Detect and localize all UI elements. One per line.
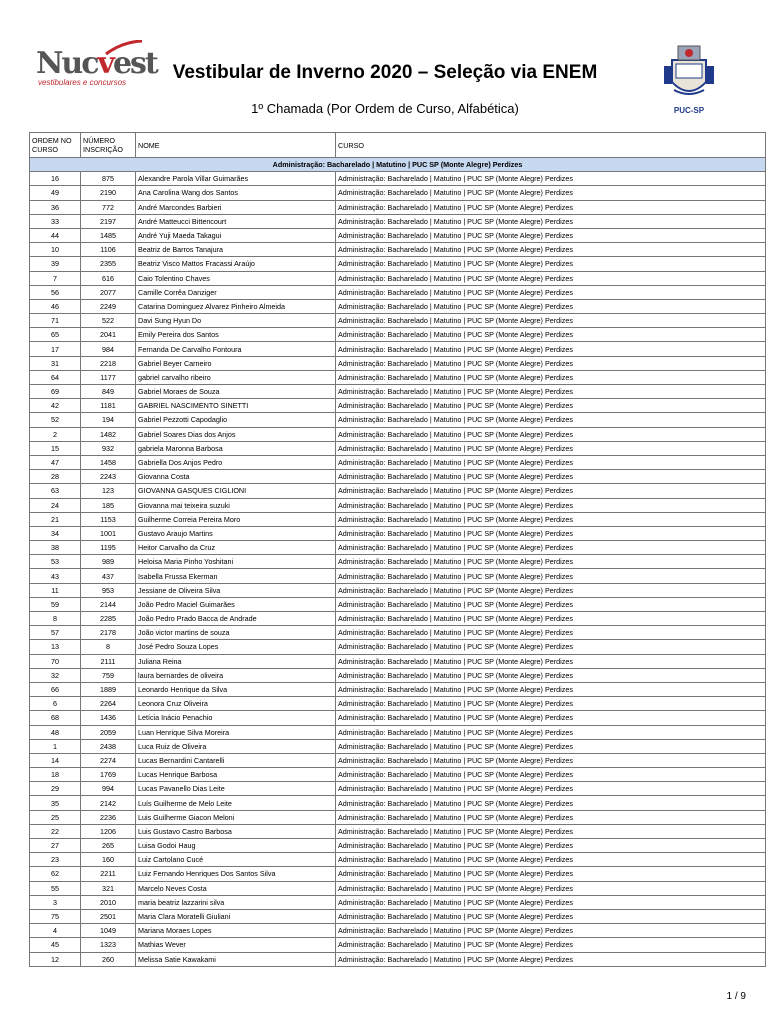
cell-curso: Administração: Bacharelado | Matutino | PUC SP (Monte Alegre) Perdizes xyxy=(336,895,766,909)
cell-nome: Luiz Fernando Henriques Dos Santos Silva xyxy=(136,867,336,881)
cell-nome: Beatriz de Barros Tanajura xyxy=(136,243,336,257)
cell-curso: Administração: Bacharelado | Matutino | PUC SP (Monte Alegre) Perdizes xyxy=(336,413,766,427)
table-row xyxy=(30,682,766,696)
table-row xyxy=(30,824,766,838)
cell-curso: Administração: Bacharelado | Matutino | PUC SP (Monte Alegre) Perdizes xyxy=(336,455,766,469)
cell-numero: 522 xyxy=(81,314,136,328)
table-row xyxy=(30,356,766,370)
cell-ordem: 62 xyxy=(30,867,81,881)
cell-curso: Administração: Bacharelado | Matutino | PUC SP (Monte Alegre) Perdizes xyxy=(336,839,766,853)
cell-curso: Administração: Bacharelado | Matutino | PUC SP (Monte Alegre) Perdizes xyxy=(336,640,766,654)
cell-nome: Gustavo Araujo Martins xyxy=(136,526,336,540)
cell-ordem: 7 xyxy=(30,271,81,285)
cell-curso: Administração: Bacharelado | Matutino | PUC SP (Monte Alegre) Perdizes xyxy=(336,285,766,299)
table-row xyxy=(30,342,766,356)
cell-curso: Administração: Bacharelado | Matutino | PUC SP (Monte Alegre) Perdizes xyxy=(336,867,766,881)
cell-ordem: 69 xyxy=(30,385,81,399)
table-row xyxy=(30,697,766,711)
cell-curso: Administração: Bacharelado | Matutino | PUC SP (Monte Alegre) Perdizes xyxy=(336,938,766,952)
cell-nome: Giovanna Costa xyxy=(136,470,336,484)
cell-ordem: 57 xyxy=(30,626,81,640)
cell-ordem: 31 xyxy=(30,356,81,370)
cell-curso: Administração: Bacharelado | Matutino | PUC SP (Monte Alegre) Perdizes xyxy=(336,824,766,838)
cell-nome: Mariana Moraes Lopes xyxy=(136,924,336,938)
cell-ordem: 42 xyxy=(30,399,81,413)
cell-curso: Administração: Bacharelado | Matutino | PUC SP (Monte Alegre) Perdizes xyxy=(336,356,766,370)
cell-nome: Davi Sung Hyun Do xyxy=(136,314,336,328)
cell-numero: 2285 xyxy=(81,612,136,626)
cell-ordem: 4 xyxy=(30,924,81,938)
cell-numero: 2197 xyxy=(81,214,136,228)
cell-numero: 1206 xyxy=(81,824,136,838)
cell-nome: Ana Carolina Wang dos Santos xyxy=(136,186,336,200)
cell-numero: 437 xyxy=(81,569,136,583)
cell-numero: 1323 xyxy=(81,938,136,952)
cell-curso: Administração: Bacharelado | Matutino | PUC SP (Monte Alegre) Perdizes xyxy=(336,186,766,200)
cell-nome: Luis Gustavo Castro Barbosa xyxy=(136,824,336,838)
cell-curso: Administração: Bacharelado | Matutino | PUC SP (Monte Alegre) Perdizes xyxy=(336,526,766,540)
cell-ordem: 8 xyxy=(30,612,81,626)
cell-ordem: 27 xyxy=(30,839,81,853)
table-row xyxy=(30,328,766,342)
seal-label: PUC-SP xyxy=(673,106,705,115)
cell-numero: 2218 xyxy=(81,356,136,370)
cell-ordem: 6 xyxy=(30,697,81,711)
cell-nome: maria beatriz lazzarini silva xyxy=(136,895,336,909)
table-row xyxy=(30,952,766,966)
cell-curso: Administração: Bacharelado | Matutino | PUC SP (Monte Alegre) Perdizes xyxy=(336,612,766,626)
cell-ordem: 13 xyxy=(30,640,81,654)
table-row xyxy=(30,555,766,569)
table-row xyxy=(30,172,766,186)
cell-nome: Beatriz Visco Mattos Fracassi Araújo xyxy=(136,257,336,271)
cell-curso: Administração: Bacharelado | Matutino | PUC SP (Monte Alegre) Perdizes xyxy=(336,484,766,498)
cell-curso: Administração: Bacharelado | Matutino | PUC SP (Monte Alegre) Perdizes xyxy=(336,682,766,696)
cell-numero: 2144 xyxy=(81,597,136,611)
puc-sp-seal-icon xyxy=(660,40,718,104)
table-row xyxy=(30,924,766,938)
cell-curso: Administração: Bacharelado | Matutino | PUC SP (Monte Alegre) Perdizes xyxy=(336,314,766,328)
cell-ordem: 18 xyxy=(30,768,81,782)
cell-ordem: 64 xyxy=(30,370,81,384)
cell-curso: Administração: Bacharelado | Matutino | PUC SP (Monte Alegre) Perdizes xyxy=(336,299,766,313)
table-row xyxy=(30,243,766,257)
cell-curso: Administração: Bacharelado | Matutino | PUC SP (Monte Alegre) Perdizes xyxy=(336,172,766,186)
table-row xyxy=(30,626,766,640)
cell-curso: Administração: Bacharelado | Matutino | PUC SP (Monte Alegre) Perdizes xyxy=(336,214,766,228)
cell-numero: 875 xyxy=(81,172,136,186)
cell-nome: André Marcondes Barbieri xyxy=(136,200,336,214)
cell-nome: Luís Guilherme de Melo Leite xyxy=(136,796,336,810)
cell-curso: Administração: Bacharelado | Matutino | PUC SP (Monte Alegre) Perdizes xyxy=(336,512,766,526)
table-row xyxy=(30,385,766,399)
cell-numero: 994 xyxy=(81,782,136,796)
header-nome: NOME xyxy=(136,133,336,158)
cell-ordem: 71 xyxy=(30,314,81,328)
cell-numero: 1001 xyxy=(81,526,136,540)
table-row xyxy=(30,271,766,285)
cell-numero: 2142 xyxy=(81,796,136,810)
cell-ordem: 65 xyxy=(30,328,81,342)
cell-ordem: 45 xyxy=(30,938,81,952)
cell-nome: Gabriel Soares Dias dos Anjos xyxy=(136,427,336,441)
cell-nome: Gabriella Dos Anjos Pedro xyxy=(136,455,336,469)
cell-numero: 2249 xyxy=(81,299,136,313)
table-row xyxy=(30,909,766,923)
cell-ordem: 53 xyxy=(30,555,81,569)
cell-curso: Administração: Bacharelado | Matutino | PUC SP (Monte Alegre) Perdizes xyxy=(336,257,766,271)
cell-nome: Lucas Henrique Barbosa xyxy=(136,768,336,782)
cell-ordem: 17 xyxy=(30,342,81,356)
cell-nome: GABRIEL NASCIMENTO SINETTI xyxy=(136,399,336,413)
cell-nome: gabriela Maronna Barbosa xyxy=(136,441,336,455)
course-group-row xyxy=(30,158,766,172)
table-row xyxy=(30,782,766,796)
document-header xyxy=(0,0,768,130)
table-row xyxy=(30,583,766,597)
table-row xyxy=(30,441,766,455)
logo-tagline: vestibulares e concursos xyxy=(38,78,127,87)
table-row xyxy=(30,526,766,540)
cell-curso: Administração: Bacharelado | Matutino | PUC SP (Monte Alegre) Perdizes xyxy=(336,626,766,640)
logo-accent-letter: v xyxy=(97,46,113,81)
cell-curso: Administração: Bacharelado | Matutino | PUC SP (Monte Alegre) Perdizes xyxy=(336,385,766,399)
cell-numero: 2274 xyxy=(81,753,136,767)
cell-nome: Juliana Reina xyxy=(136,654,336,668)
cell-ordem: 48 xyxy=(30,725,81,739)
table-row xyxy=(30,186,766,200)
cell-numero: 1195 xyxy=(81,541,136,555)
cell-numero: 2190 xyxy=(81,186,136,200)
cell-nome: João Pedro Prado Bacca de Andrade xyxy=(136,612,336,626)
results-table xyxy=(29,132,766,967)
cell-curso: Administração: Bacharelado | Matutino | PUC SP (Monte Alegre) Perdizes xyxy=(336,470,766,484)
cell-numero: 194 xyxy=(81,413,136,427)
cell-ordem: 1 xyxy=(30,739,81,753)
cell-numero: 1482 xyxy=(81,427,136,441)
cell-nome: Camille Corrêa Danziger xyxy=(136,285,336,299)
cell-nome: Mathias Wever xyxy=(136,938,336,952)
cell-curso: Administração: Bacharelado | Matutino | PUC SP (Monte Alegre) Perdizes xyxy=(336,753,766,767)
cell-numero: 1769 xyxy=(81,768,136,782)
cell-ordem: 47 xyxy=(30,455,81,469)
cell-numero: 984 xyxy=(81,342,136,356)
cell-nome: Lucas Bernardini Cantarelli xyxy=(136,753,336,767)
table-row xyxy=(30,541,766,555)
cell-ordem: 16 xyxy=(30,172,81,186)
cell-ordem: 75 xyxy=(30,909,81,923)
cell-nome: gabriel carvalho ribeiro xyxy=(136,370,336,384)
cell-numero: 123 xyxy=(81,484,136,498)
cell-nome: Alexandre Parola Villar Guimarães xyxy=(136,172,336,186)
cell-ordem: 35 xyxy=(30,796,81,810)
cell-numero: 2041 xyxy=(81,328,136,342)
header-ordem: ORDEM NO CURSO xyxy=(30,133,81,158)
cell-numero: 2438 xyxy=(81,739,136,753)
cell-curso: Administração: Bacharelado | Matutino | PUC SP (Monte Alegre) Perdizes xyxy=(336,725,766,739)
cell-ordem: 21 xyxy=(30,512,81,526)
cell-ordem: 11 xyxy=(30,583,81,597)
cell-numero: 321 xyxy=(81,881,136,895)
cell-ordem: 34 xyxy=(30,526,81,540)
cell-nome: José Pedro Souza Lopes xyxy=(136,640,336,654)
cell-numero: 1177 xyxy=(81,370,136,384)
cell-curso: Administração: Bacharelado | Matutino | PUC SP (Monte Alegre) Perdizes xyxy=(336,342,766,356)
cell-numero: 616 xyxy=(81,271,136,285)
cell-numero: 1153 xyxy=(81,512,136,526)
cell-curso: Administração: Bacharelado | Matutino | PUC SP (Monte Alegre) Perdizes xyxy=(336,243,766,257)
table-row xyxy=(30,597,766,611)
table-header-row xyxy=(30,133,766,158)
cell-ordem: 36 xyxy=(30,200,81,214)
cell-ordem: 22 xyxy=(30,824,81,838)
cell-curso: Administração: Bacharelado | Matutino | PUC SP (Monte Alegre) Perdizes xyxy=(336,370,766,384)
cell-ordem: 25 xyxy=(30,810,81,824)
table-row xyxy=(30,853,766,867)
cell-numero: 185 xyxy=(81,498,136,512)
cell-nome: Leonardo Henrique da Silva xyxy=(136,682,336,696)
cell-nome: Heitor Carvalho da Cruz xyxy=(136,541,336,555)
cell-ordem: 44 xyxy=(30,228,81,242)
cell-numero: 989 xyxy=(81,555,136,569)
table-row xyxy=(30,881,766,895)
cell-curso: Administração: Bacharelado | Matutino | PUC SP (Monte Alegre) Perdizes xyxy=(336,427,766,441)
table-row xyxy=(30,612,766,626)
cell-ordem: 12 xyxy=(30,952,81,966)
table-row xyxy=(30,470,766,484)
table-row xyxy=(30,895,766,909)
cell-nome: Heloisa Maria Pinho Yoshitani xyxy=(136,555,336,569)
cell-nome: Maria Clara Moratelli Giuliani xyxy=(136,909,336,923)
cell-ordem: 24 xyxy=(30,498,81,512)
cell-numero: 2077 xyxy=(81,285,136,299)
cell-nome: Marcelo Neves Costa xyxy=(136,881,336,895)
cell-curso: Administração: Bacharelado | Matutino | PUC SP (Monte Alegre) Perdizes xyxy=(336,924,766,938)
cell-nome: Giovanna mai teixeira suzuki xyxy=(136,498,336,512)
table-row xyxy=(30,484,766,498)
cell-nome: Luis Guilherme Giacon Meloni xyxy=(136,810,336,824)
cell-nome: Fernanda De Carvalho Fontoura xyxy=(136,342,336,356)
cell-numero: 2236 xyxy=(81,810,136,824)
cell-ordem: 46 xyxy=(30,299,81,313)
cell-ordem: 56 xyxy=(30,285,81,299)
cell-ordem: 2 xyxy=(30,427,81,441)
cell-numero: 2178 xyxy=(81,626,136,640)
table-row xyxy=(30,512,766,526)
cell-nome: Luiz Cartolano Cucé xyxy=(136,853,336,867)
header-numero: NÚMERO INSCRIÇÃO xyxy=(81,133,136,158)
cell-nome: Luca Ruiz de Oliveira xyxy=(136,739,336,753)
cell-ordem: 55 xyxy=(30,881,81,895)
cell-curso: Administração: Bacharelado | Matutino | PUC SP (Monte Alegre) Perdizes xyxy=(336,583,766,597)
cell-curso: Administração: Bacharelado | Matutino | PUC SP (Monte Alegre) Perdizes xyxy=(336,668,766,682)
cell-curso: Administração: Bacharelado | Matutino | PUC SP (Monte Alegre) Perdizes xyxy=(336,498,766,512)
table-row xyxy=(30,399,766,413)
cell-curso: Administração: Bacharelado | Matutino | PUC SP (Monte Alegre) Perdizes xyxy=(336,768,766,782)
cell-numero: 2111 xyxy=(81,654,136,668)
cell-nome: Catarina Dominguez Alvarez Pinheiro Almeida xyxy=(136,299,336,313)
cell-curso: Administração: Bacharelado | Matutino | PUC SP (Monte Alegre) Perdizes xyxy=(336,881,766,895)
table-row xyxy=(30,257,766,271)
cell-curso: Administração: Bacharelado | Matutino | PUC SP (Monte Alegre) Perdizes xyxy=(336,853,766,867)
cell-nome: Letícia Inácio Penachio xyxy=(136,711,336,725)
cell-numero: 1458 xyxy=(81,455,136,469)
cell-ordem: 28 xyxy=(30,470,81,484)
cell-ordem: 43 xyxy=(30,569,81,583)
table-row xyxy=(30,938,766,952)
cell-curso: Administração: Bacharelado | Matutino | PUC SP (Monte Alegre) Perdizes xyxy=(336,328,766,342)
table-row xyxy=(30,314,766,328)
cell-curso: Administração: Bacharelado | Matutino | PUC SP (Monte Alegre) Perdizes xyxy=(336,796,766,810)
cell-nome: laura bernardes de oliveira xyxy=(136,668,336,682)
cell-ordem: 59 xyxy=(30,597,81,611)
cell-numero: 2501 xyxy=(81,909,136,923)
cell-nome: Luan Henrique Silva Moreira xyxy=(136,725,336,739)
table-row xyxy=(30,455,766,469)
cell-ordem: 52 xyxy=(30,413,81,427)
table-row xyxy=(30,725,766,739)
table-row xyxy=(30,228,766,242)
cell-curso: Administração: Bacharelado | Matutino | PUC SP (Monte Alegre) Perdizes xyxy=(336,569,766,583)
logo-wordmark: Nucvest xyxy=(36,46,157,81)
cell-numero: 772 xyxy=(81,200,136,214)
cell-nome: Isabella Frussa Ekerman xyxy=(136,569,336,583)
cell-numero: 265 xyxy=(81,839,136,853)
page-subtitle: 1º Chamada (Por Ordem de Curso, Alfabética) xyxy=(251,101,519,116)
table-row xyxy=(30,768,766,782)
cell-ordem: 63 xyxy=(30,484,81,498)
page-title: Vestibular de Inverno 2020 – Seleção via ENEM xyxy=(172,62,598,83)
cell-ordem: 32 xyxy=(30,668,81,682)
cell-numero: 160 xyxy=(81,853,136,867)
cell-ordem: 49 xyxy=(30,186,81,200)
cell-nome: Luisa Godoi Haug xyxy=(136,839,336,853)
table-row xyxy=(30,200,766,214)
cell-numero: 2211 xyxy=(81,867,136,881)
cell-curso: Administração: Bacharelado | Matutino | PUC SP (Monte Alegre) Perdizes xyxy=(336,441,766,455)
cell-curso: Administração: Bacharelado | Matutino | PUC SP (Monte Alegre) Perdizes xyxy=(336,909,766,923)
table-row xyxy=(30,654,766,668)
cell-curso: Administração: Bacharelado | Matutino | PUC SP (Monte Alegre) Perdizes xyxy=(336,597,766,611)
cell-nome: João victor martins de souza xyxy=(136,626,336,640)
cell-numero: 8 xyxy=(81,640,136,654)
table-row xyxy=(30,753,766,767)
cell-ordem: 66 xyxy=(30,682,81,696)
cell-curso: Administração: Bacharelado | Matutino | PUC SP (Monte Alegre) Perdizes xyxy=(336,952,766,966)
cell-ordem: 33 xyxy=(30,214,81,228)
cell-numero: 1106 xyxy=(81,243,136,257)
table-row xyxy=(30,796,766,810)
cell-numero: 1485 xyxy=(81,228,136,242)
course-group-title: Administração: Bacharelado | Matutino | PUC SP (Monte Alegre) Perdizes xyxy=(30,158,766,172)
cell-nome: GIOVANNA GASQUES CIGLIONI xyxy=(136,484,336,498)
table-row xyxy=(30,711,766,725)
nucvest-logo xyxy=(36,40,157,90)
cell-curso: Administração: Bacharelado | Matutino | PUC SP (Monte Alegre) Perdizes xyxy=(336,697,766,711)
cell-ordem: 70 xyxy=(30,654,81,668)
cell-ordem: 39 xyxy=(30,257,81,271)
table-row xyxy=(30,214,766,228)
cell-ordem: 38 xyxy=(30,541,81,555)
cell-ordem: 23 xyxy=(30,853,81,867)
cell-curso: Administração: Bacharelado | Matutino | PUC SP (Monte Alegre) Perdizes xyxy=(336,555,766,569)
cell-numero: 2355 xyxy=(81,257,136,271)
cell-numero: 2243 xyxy=(81,470,136,484)
cell-numero: 260 xyxy=(81,952,136,966)
table-row xyxy=(30,498,766,512)
table-row xyxy=(30,427,766,441)
table-row xyxy=(30,668,766,682)
table-row xyxy=(30,569,766,583)
table-row xyxy=(30,285,766,299)
cell-nome: João Pedro Maciel Guimarães xyxy=(136,597,336,611)
cell-nome: Gabriel Moraes de Souza xyxy=(136,385,336,399)
table-row xyxy=(30,839,766,853)
cell-curso: Administração: Bacharelado | Matutino | PUC SP (Monte Alegre) Perdizes xyxy=(336,711,766,725)
cell-curso: Administração: Bacharelado | Matutino | PUC SP (Monte Alegre) Perdizes xyxy=(336,541,766,555)
cell-numero: 1049 xyxy=(81,924,136,938)
cell-numero: 1889 xyxy=(81,682,136,696)
cell-ordem: 29 xyxy=(30,782,81,796)
cell-curso: Administração: Bacharelado | Matutino | PUC SP (Monte Alegre) Perdizes xyxy=(336,271,766,285)
cell-numero: 932 xyxy=(81,441,136,455)
cell-nome: Gabriel Pezzotti Capodaglio xyxy=(136,413,336,427)
cell-numero: 953 xyxy=(81,583,136,597)
header-curso: CURSO xyxy=(336,133,766,158)
cell-ordem: 3 xyxy=(30,895,81,909)
cell-curso: Administração: Bacharelado | Matutino | PUC SP (Monte Alegre) Perdizes xyxy=(336,782,766,796)
cell-nome: Lucas Pavanello Dias Leite xyxy=(136,782,336,796)
cell-ordem: 68 xyxy=(30,711,81,725)
cell-numero: 2010 xyxy=(81,895,136,909)
table-row xyxy=(30,867,766,881)
cell-curso: Administração: Bacharelado | Matutino | PUC SP (Monte Alegre) Perdizes xyxy=(336,739,766,753)
cell-curso: Administração: Bacharelado | Matutino | PUC SP (Monte Alegre) Perdizes xyxy=(336,399,766,413)
cell-curso: Administração: Bacharelado | Matutino | PUC SP (Monte Alegre) Perdizes xyxy=(336,654,766,668)
table-row xyxy=(30,370,766,384)
cell-nome: André Yuji Maeda Takagui xyxy=(136,228,336,242)
cell-nome: André Matteucci Bittencourt xyxy=(136,214,336,228)
table-row xyxy=(30,299,766,313)
cell-nome: Jessiane de Oliveira Silva xyxy=(136,583,336,597)
cell-numero: 2264 xyxy=(81,697,136,711)
cell-ordem: 15 xyxy=(30,441,81,455)
cell-curso: Administração: Bacharelado | Matutino | PUC SP (Monte Alegre) Perdizes xyxy=(336,810,766,824)
table-row xyxy=(30,413,766,427)
cell-numero: 2059 xyxy=(81,725,136,739)
table-row xyxy=(30,810,766,824)
table-row xyxy=(30,739,766,753)
cell-numero: 759 xyxy=(81,668,136,682)
table-row xyxy=(30,640,766,654)
cell-nome: Gabriel Beyer Carneiro xyxy=(136,356,336,370)
cell-numero: 1436 xyxy=(81,711,136,725)
cell-nome: Leonora Cruz Oliveira xyxy=(136,697,336,711)
cell-curso: Administração: Bacharelado | Matutino | PUC SP (Monte Alegre) Perdizes xyxy=(336,200,766,214)
cell-numero: 849 xyxy=(81,385,136,399)
cell-nome: Guilherme Correia Pereira Moro xyxy=(136,512,336,526)
cell-numero: 1181 xyxy=(81,399,136,413)
page-number: 1 / 9 xyxy=(726,991,746,1002)
cell-ordem: 14 xyxy=(30,753,81,767)
cell-curso: Administração: Bacharelado | Matutino | PUC SP (Monte Alegre) Perdizes xyxy=(336,228,766,242)
cell-nome: Caio Tolentino Chaves xyxy=(136,271,336,285)
cell-ordem: 10 xyxy=(30,243,81,257)
cell-nome: Emily Pereira dos Santos xyxy=(136,328,336,342)
cell-nome: Melissa Satie Kawakami xyxy=(136,952,336,966)
